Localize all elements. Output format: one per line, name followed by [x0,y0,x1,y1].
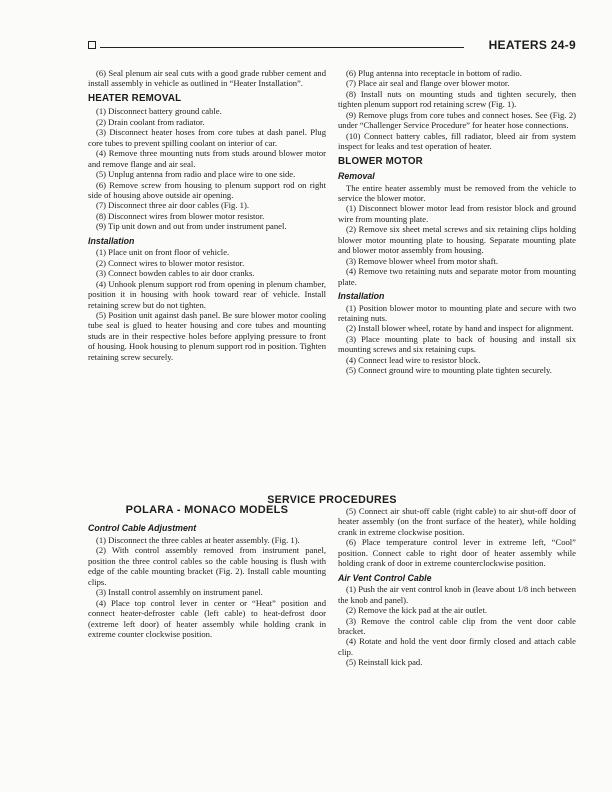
models-heading: POLARA - MONACO MODELS [125,504,289,516]
paragraph: (2) Remove the kick pad at the air outlet. [346,605,488,616]
paragraph: (2) Connect wires to blower motor resistor. [96,257,245,268]
paragraph: (4) Unhook plenum support rod from opening in plenum chamber, position it in housing with hook toward rear of vehicle. Install retaining screw but do not tighten. [88,278,326,310]
paragraph: (5) Position unit against dash panel. Be sure blower motor cooling tube seal is glued to heater housing and core tubes and mounting studs are in their respective holes before applying pressure to front of housing. Hook housing to plenum support rod in position. Tighten retaining screw securely. [88,309,326,362]
paragraph: (8) Disconnect wires from blower motor resistor. [96,210,265,221]
paragraph: (2) Remove six sheet metal screws and six retaining clips holding blower motor mounting plate to housing. Separate mounting plate and blower motor assembly from housing. [338,224,576,256]
paragraph: (3) Remove blower wheel from motor shaft. [346,255,499,266]
right-column-bottom [338,506,576,668]
paragraph: (4) Remove two retaining nuts and separate motor from mounting plate. [338,266,576,287]
paragraph: (7) Place air seal and flange over blower motor. [346,78,510,89]
paragraph: (3) Place mounting plate to back of housing and install six mounting screws and six retaining cups. [338,333,576,355]
paragraph: (4) Connect lead wire to resistor block. [346,354,481,365]
paragraph: (7) Disconnect three air door cables (Fig. 1). [96,200,249,211]
paragraph: (8) Install nuts on mounting studs and tighten securely, then tighten plenum support rod retaining screw (Fig. 1). [338,88,576,110]
paragraph: (9) Remove plugs from core tubes and connect hoses. See (Fig. 2) under “Challenger Service Procedure” for heater hose connections. [338,109,576,131]
paragraph: (2) Install blower wheel, rotate by hand and inspect for alignment. [346,323,574,334]
paragraph: (6) Place temperature control lever in extreme left, “Cool” position. Connect cable to right door of heater assembly while holding crank of door in extreme counterclockwise position. [338,537,576,569]
left-column-top [88,68,326,362]
paragraph: (3) Disconnect heater hoses from core tubes at dash panel. Plug core tubes to prevent spilling coolant on interior of car. [88,127,326,148]
paragraph: (6) Plug antenna into receptacle in bottom of radio. [346,68,522,78]
paragraph: (5) Unplug antenna from radio and place wire to one side. [96,169,296,180]
header-rule [100,47,464,48]
paragraph: (1) Place unit on front floor of vehicle. [96,247,230,258]
paragraph: (1) Disconnect battery ground cable. [96,106,222,117]
paragraph: (6) Seal plenum air seal cuts with a good grade rubber cement and install assembly in vehicle as outlined in “Heater Installation”. [88,68,326,89]
paragraph: (5) Connect ground wire to mounting plate tighten securely. [346,365,552,376]
paragraph: (1) Disconnect the three cables at heater assembly. (Fig. 1). [96,534,300,545]
paragraph: (2) With control assembly removed from instrument panel, position the three control cables so the cable housing is flush with edge of the cable mounting bracket (Fig. 2). Install cable mounting clips. [88,545,326,587]
page-title: HEATERS 24-9 [488,38,576,52]
header-square-icon [88,41,96,49]
paragraph: (3) Install control assembly on instrument panel. [96,587,263,598]
section-title-service-procedures: SERVICE PROCEDURES [267,494,397,506]
right-column-top [338,68,576,376]
paragraph: (5) Reinstall kick pad. [346,657,423,668]
paragraph: (10) Connect battery cables, fill radiator, bleed air from system inspect for leaks and test operation of heater. [338,130,576,152]
paragraph: (1) Push the air vent control knob in (leave about 1/8 inch between the knob and panel). [338,584,576,605]
paragraph: (2) Drain coolant from radiator. [96,116,205,127]
paragraph: The entire heater assembly must be removed from the vehicle to service the blower motor. [338,182,576,203]
section-heading: HEATER REMOVAL [88,92,182,104]
paragraph: (1) Position blower motor to mounting plate and secure with two retaining nuts. [338,302,576,323]
subsection-heading: Installation [88,235,135,246]
paragraph: (3) Remove the control cable clip from the vent door cable bracket. [338,615,576,636]
page-header [88,38,576,54]
paragraph: (4) Remove three mounting nuts from studs around blower motor and remove flange and air seal. [88,148,326,169]
section-heading: BLOWER MOTOR [338,155,423,167]
paragraph: (4) Place top control lever in center or “Heat” position and connect heater-defroster cable (left cable) to heat-defrost door (extreme left door) of heater assembly while holding crank in extreme counter clockwise position. [88,597,326,639]
subsection-heading: Installation [338,291,385,302]
subsection-heading: Control Cable Adjustment [88,523,197,534]
paragraph: (4) Rotate and hold the vent door firmly closed and attach cable clip. [338,636,576,657]
paragraph: (1) Disconnect blower motor lead from resistor block and ground wire from mounting plate. [338,203,576,224]
paragraph: (6) Remove screw from housing to plenum support rod on right side of housing above outside air opening. [88,179,326,200]
subsection-heading: Removal [338,171,375,182]
paragraph: (9) Tip unit down and out from under instrument panel. [96,221,287,232]
left-column-bottom [88,496,326,639]
subsection-heading: Air Vent Control Cable [338,572,432,583]
paragraph: (3) Connect bowden cables to air door cranks. [96,268,255,279]
paragraph: (5) Connect air shut-off cable (right cable) to air shut-off door of heater assembly (on the front surface of the heater), while holding crank in extreme clockwise position. [338,506,576,537]
